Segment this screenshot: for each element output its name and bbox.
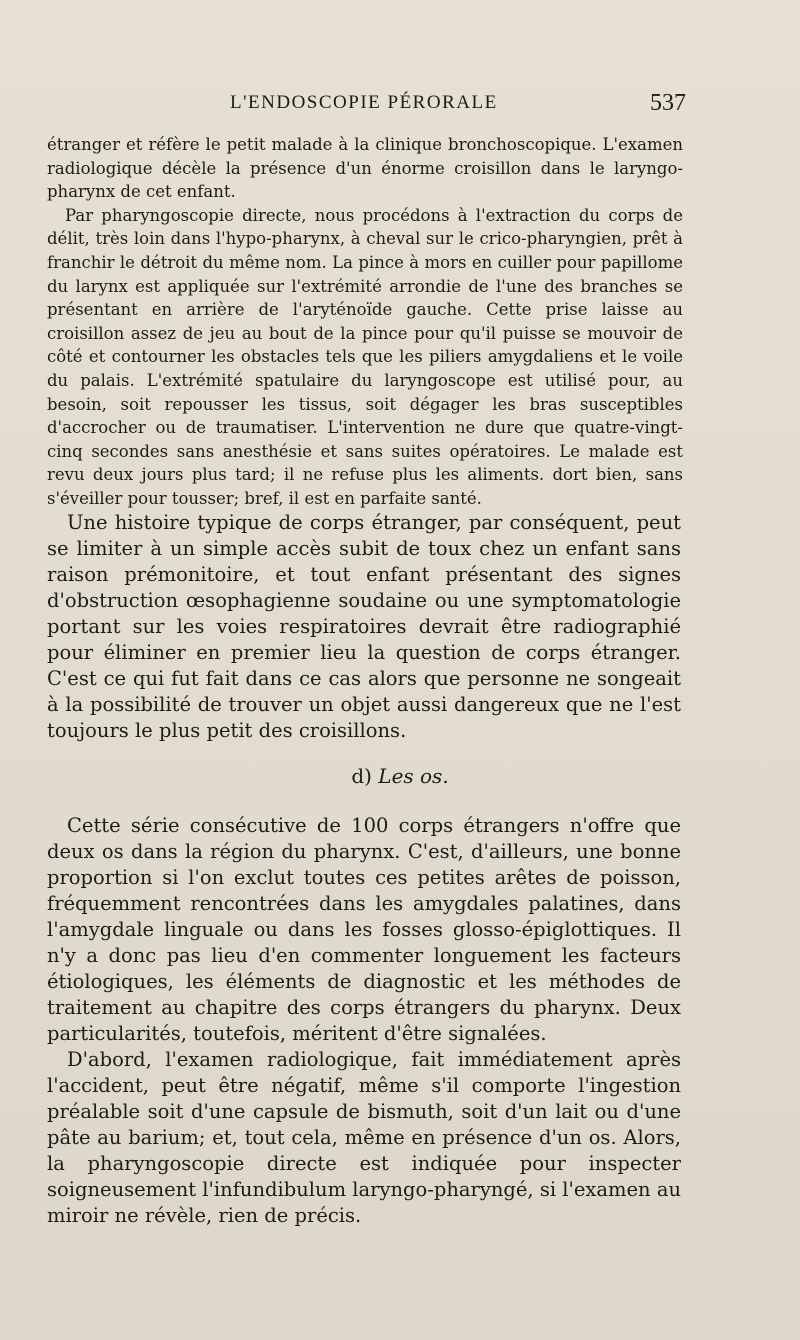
- body-paragraph: Cette série consécutive de 100 corps étrangers n'offre que deux os dans la région du pharynx. C'est, d'ailleurs, une bonne proportion si l'on exclut toutes ces petites arêtes de poisson, fréquemment rencontrées dans les amygdales palatines, dans l'amygdale linguale ou dans les fosses glosso-épiglottiques. Il n'y a donc pas lieu d'en commenter longuement les facteurs étiologiques, les éléments de diagnostic et les méthodes de traitement au chapitre des corps étrangers du pharynx. Deux particularités, toutefois, méritent d'être signalées.: [47, 814, 681, 1045]
- section-heading: [0, 764, 800, 788]
- body-paragraph: Une histoire typique de corps étranger, par conséquent, peut se limiter à un simple accès subit de toux chez un enfant sans raison prémonitoire, et tout enfant présentant des signes d'obstruction œsophagienne soudaine ou une symptomatologie portant sur les voies respiratoires devrait être radiographié pour éliminer en premier lieu la question de corps étranger. C'est ce qui fut fait dans ce cas alors que personne ne songeait à la possibilité de trouver un objet aussi dangereux que ne l'est toujours le plus petit des croisillons.: [47, 511, 681, 742]
- body-text-block: [47, 813, 681, 1229]
- running-head: [218, 92, 686, 122]
- section-number: d): [351, 764, 379, 788]
- case-paragraph-continued: étranger et réfère le petit malade à la clinique bronchoscopique. L'examen radiologique décèle la présence d'un énorme croisillon dans le laryngo-pharynx de cet enfant.: [47, 135, 683, 202]
- body-text-block: [47, 510, 681, 744]
- section-title: Les os.: [378, 764, 449, 788]
- case-paragraph-procedure: Par pharyngoscopie directe, nous procédons à l'extraction du corps de délit, très loin dans l'hypo-pharynx, à cheval sur le crico-pharyngien, prêt à franchir le détroit du même nom. La pince à mors en cuiller pour papillome du larynx est appliquée sur l'extrémité arrondie de l'une des branches se présentant en arrière de l'aryténoïde gauche. Cette prise laisse au croisillon assez de jeu au bout de la pince pour qu'il puisse se mouvoir de côté et contourner les obstacles tels que les piliers amygdaliens et le voile du palais. L'extrémité spatulaire du laryngoscope est utilisé pour, au besoin, soit repousser les tissus, soit dégager les bras susceptibles d'accrocher ou de traumatiser. L'intervention ne dure que quatre-vingt-cinq secondes sans anesthésie et sans suites opératoires. Le malade est revu deux jours plus tard; il ne refuse plus les aliments. dort bien, sans s'éveiller pour tousser; bref, il est en parfaite santé.: [47, 205, 683, 508]
- page-number: 537: [650, 90, 686, 116]
- case-report-text: [47, 133, 683, 511]
- running-title: L'ENDOSCOPIE PÉRORALE: [230, 92, 498, 113]
- body-paragraph: D'abord, l'examen radiologique, fait immédiatement après l'accident, peut être négatif, même s'il comporte l'ingestion préalable soit d'une capsule de bismuth, soit d'un lait ou d'une pâte au barium; et, tout cela, même en présence d'un os. Alors, la pharyngoscopie directe est indiquée pour inspecter soigneusement l'infundibulum laryngo-pharyngé, si l'examen au miroir ne révèle, rien de précis.: [47, 1048, 681, 1227]
